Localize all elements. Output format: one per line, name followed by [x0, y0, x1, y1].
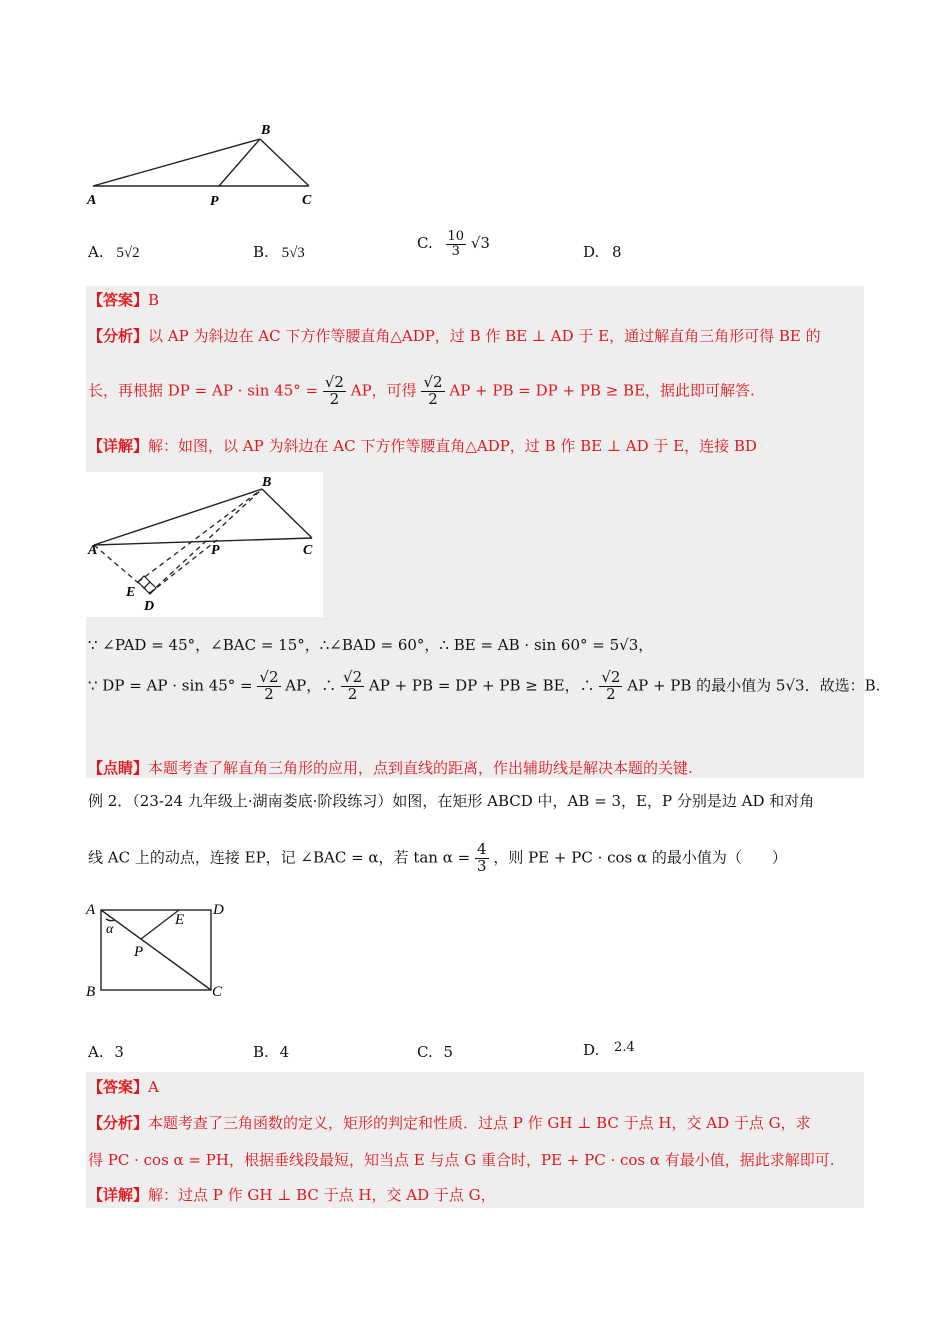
- q1-option-a: [88, 243, 140, 262]
- fig3-label-e: E: [175, 912, 185, 928]
- example2-tan-num: 4: [476, 840, 487, 858]
- q1-step2-frac1-num: √2: [259, 668, 279, 686]
- fig1-label-p: P: [210, 194, 219, 209]
- q2-option-c: [417, 1043, 453, 1061]
- example2-tan-den: 3: [476, 856, 487, 875]
- q1-analysis-line2: [88, 375, 755, 408]
- q1-option-c-radical: √3: [470, 234, 490, 253]
- construction-figure-2: [86, 472, 323, 617]
- q1-option-b-label: B.: [253, 243, 269, 261]
- q1-step1: ∵ ∠PAD = 45°，∠BAC = 15°，∴∠BAD = 60°，∴ BE = AB · sin 60° = 5√3，: [88, 636, 654, 654]
- q1-step2: [88, 670, 880, 703]
- q2-option-b-value: 4: [279, 1043, 290, 1061]
- q1-step2-frac3-num: √2: [601, 668, 621, 686]
- q1-analysis-text2a: 长，再根据 DP = AP · sin 45° =: [88, 381, 319, 400]
- q1-analysis-line1: [88, 327, 821, 345]
- q1-option-a-label: A.: [88, 243, 104, 261]
- q1-option-b: [253, 243, 305, 262]
- fig3-label-a: A: [86, 902, 96, 918]
- fig1-label-a: A: [87, 193, 97, 208]
- q2-detail-line1: [88, 1186, 496, 1204]
- q1-answer-tag: 【答案】: [88, 291, 149, 309]
- q1-step2-d: AP + PB 的最小值为 5√3．故选：B.: [627, 676, 881, 695]
- q2-option-a-value: 3: [114, 1043, 124, 1061]
- q1-option-c-label: C.: [417, 234, 433, 253]
- fig2-label-e: E: [126, 585, 136, 600]
- q2-option-a-label: A.: [88, 1043, 104, 1061]
- q1-comment-text: 本题考查了解直角三角形的应用，点到直线的距离，作出辅助线是解决本题的关键.: [148, 759, 693, 777]
- q1-option-c-numerator: 10: [447, 229, 465, 244]
- q1-comment: [88, 759, 693, 777]
- q2-option-d: [583, 1040, 635, 1059]
- q1-detail-tag: 【详解】: [88, 437, 149, 455]
- q2-option-b: [253, 1043, 289, 1061]
- q2-answer-tag: 【答案】: [88, 1078, 149, 1096]
- fig3-label-p: P: [134, 944, 144, 960]
- triangle-figure-1: [84, 118, 324, 213]
- q1-option-d-label: D.: [583, 243, 600, 261]
- q1-comment-tag: 【点睛】: [88, 759, 149, 777]
- fig2-label-c: C: [303, 543, 313, 558]
- fig2-label-a: A: [88, 543, 98, 558]
- q1-step2-frac1-den: 2: [264, 684, 274, 703]
- q1-analysis-frac-den: 2: [329, 389, 340, 408]
- q2-option-c-value: 5: [443, 1043, 454, 1061]
- q2-option-a: [88, 1043, 124, 1061]
- fig3-label-alpha: α: [106, 922, 114, 937]
- q1-analysis-text2b: AP，可得: [350, 381, 417, 400]
- example2-line1: 例 2．（23-24 九年级上·湖南娄底·阶段练习）如图，在矩形 ABCD 中，AB = 3，E，P 分别是边 AD 和对角: [88, 792, 815, 810]
- fig2-label-d: D: [144, 599, 155, 614]
- q1-step2-frac2-num: √2: [343, 668, 363, 686]
- q1-option-d-value: 8: [612, 243, 622, 261]
- q1-option-c-denominator: 3: [451, 243, 460, 259]
- q2-option-d-value: 2.4: [614, 1040, 635, 1055]
- q1-answer-value: B: [148, 291, 160, 309]
- q1-option-d: [583, 243, 622, 261]
- q1-analysis-frac-num: √2: [324, 373, 344, 391]
- q1-step2-c: AP + PB = DP + PB ≥ BE，∴: [368, 676, 595, 695]
- fig3-label-d: D: [213, 902, 224, 918]
- q2-detail-tag: 【详解】: [88, 1186, 149, 1204]
- q1-analysis-text2c: AP + PB = DP + PB ≥ BE，据此即可解答.: [449, 381, 755, 400]
- q2-analysis-text1: 本题考查了三角函数的定义，矩形的判定和性质．过点 P 作 GH ⊥ BC 于点 H，交 AD 于点 G，求: [148, 1114, 811, 1132]
- fig1-label-b: B: [261, 123, 271, 138]
- q1-step2-frac3-den: 2: [606, 684, 616, 703]
- q1-option-b-value: 5√3: [281, 245, 305, 261]
- q1-detail-text1: 解：如图，以 AP 为斜边在 AC 下方作等腰直角△ADP，过 B 作 BE ⊥ AD 于 E，连接 BD: [148, 437, 757, 455]
- q1-analysis-tag: 【分析】: [88, 327, 149, 345]
- q1-answer: [88, 291, 159, 309]
- fig1-label-c: C: [302, 193, 312, 208]
- fig3-label-c: C: [212, 984, 223, 1000]
- q1-option-a-value: 5√2: [116, 245, 140, 261]
- q1-step2-b: AP，∴: [285, 676, 337, 695]
- q2-option-c-label: C.: [417, 1043, 433, 1061]
- rectangle-figure-3: [84, 896, 234, 1002]
- q1-analysis-frac2-den: 2: [428, 389, 438, 408]
- fig2-label-b: B: [262, 475, 272, 490]
- example2-line2-a: 线 AC 上的动点，连接 EP，记 ∠BAC = α，若 tan α =: [88, 848, 471, 867]
- q2-analysis-tag: 【分析】: [88, 1114, 149, 1132]
- q2-option-b-label: B.: [253, 1043, 269, 1061]
- q1-option-c: [417, 230, 490, 258]
- q1-detail-line1: [88, 437, 757, 455]
- q2-answer: [88, 1078, 159, 1096]
- q1-step2-a: ∵ DP = AP · sin 45° =: [88, 676, 253, 695]
- fig3-label-b: B: [86, 984, 96, 1000]
- q2-analysis-line1: [88, 1114, 811, 1132]
- example2-line2-b: ，则 PE + PC · cos α 的最小值为（ ）: [493, 848, 787, 867]
- q2-detail-text1: 解：过点 P 作 GH ⊥ BC 于点 H，交 AD 于点 G，: [148, 1186, 496, 1204]
- fig2-label-p: P: [211, 543, 220, 558]
- example2-line2: [88, 842, 787, 875]
- q2-option-d-label: D.: [583, 1041, 600, 1059]
- q2-answer-value: A: [148, 1078, 159, 1096]
- q2-analysis-line2: 得 PC · cos α = PH，根据垂线段最短，知当点 E 与点 G 重合时，PE + PC · cos α 有最小值，据此求解即可.: [88, 1151, 835, 1169]
- q1-analysis-text1: 以 AP 为斜边在 AC 下方作等腰直角△ADP，过 B 作 BE ⊥ AD 于 E，通过解直角三角形可得 BE 的: [148, 327, 821, 345]
- q1-step2-frac2-den: 2: [347, 684, 358, 703]
- q1-analysis-frac2-num: √2: [423, 373, 443, 391]
